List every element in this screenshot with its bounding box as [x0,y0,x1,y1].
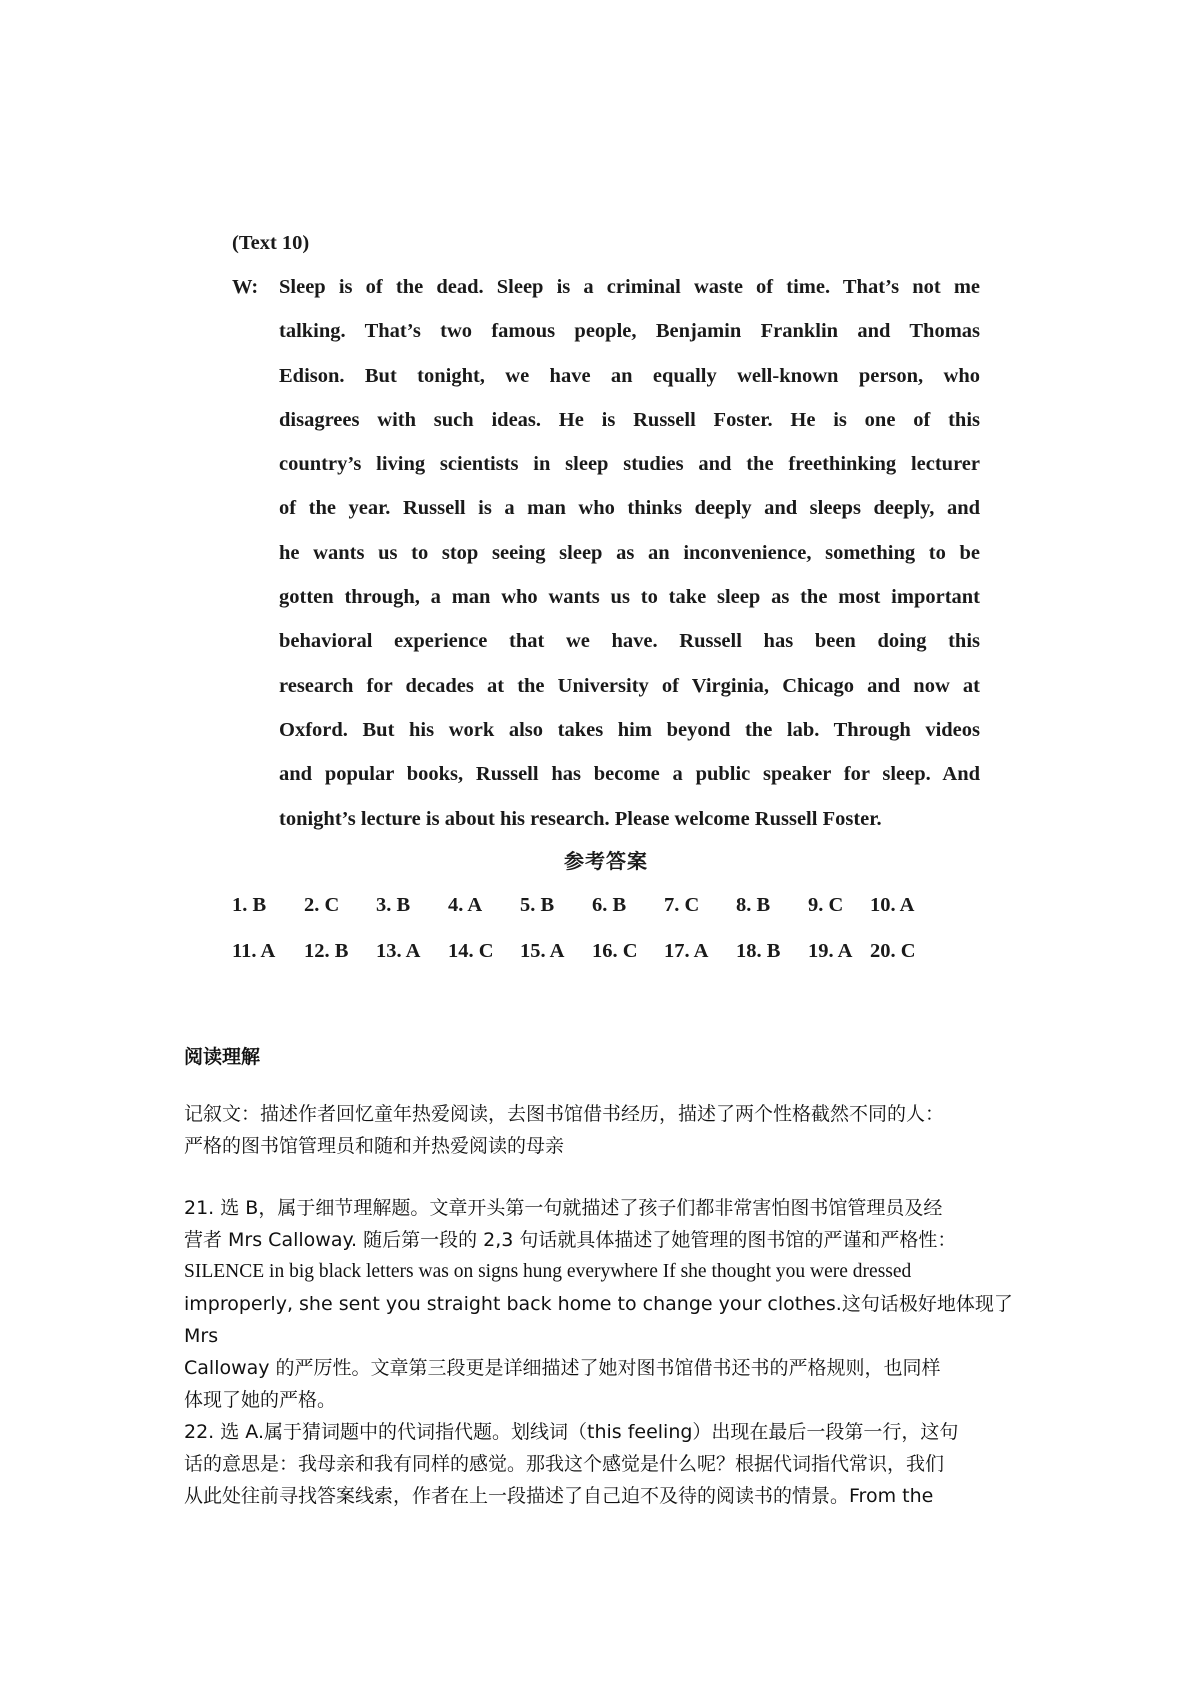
answer-item: 1. B [232,893,267,916]
question-22-explanation [184,1416,1029,1512]
explanation-line: 从此处往前寻找答案线索，作者在上一段描述了自己迫不及待的阅读书的情景。From the [184,1485,934,1507]
explanation-line: SILENCE in big black letters was on signs hung everywhere If she thought you were dressed [184,1261,912,1282]
answer-row-2 [232,929,980,973]
question-21-explanation [184,1192,1029,1416]
answer-item: 14. C [448,939,494,962]
transcript-line: country’s living scientists in sleep studies and the freethinking lecturer [279,453,980,476]
explanation-line: Calloway 的严厉性。文章第三段更是详细描述了她对图书馆借书还书的严格规则，也同样 [184,1357,941,1379]
answer-item: 4. A [448,893,483,916]
listening-transcript [232,228,980,973]
transcript-line: he wants us to stop seeing sleep as an inconvenience, something to be [279,541,980,564]
answer-item: 9. C [808,893,844,916]
answer-item: 19. A [808,939,853,962]
explanation-line: 营者 Mrs Calloway. 随后第一段的 2,3 句话就具体描述了她管理的图书馆的严谨和严格性： [184,1229,957,1251]
intro-line: 记叙文：描述作者回忆童年热爱阅读，去图书馆借书经历，描述了两个性格截然不同的人： [184,1103,945,1125]
explanation-line: 体现了她的严格。 [184,1389,337,1411]
answer-item: 10. A [870,893,915,916]
transcript-line: tonight’s lecture is about his research. Please welcome Russell Foster. [279,807,882,830]
answer-item: 20. C [870,939,916,962]
answer-item: 3. B [376,893,411,916]
explanation-line: 话的意思是：我母亲和我有同样的感觉。那我这个感觉是什么呢？根据代词指代常识，我们 [184,1453,945,1475]
answer-item: 7. C [664,893,700,916]
answer-item: 17. A [664,939,709,962]
answer-row-1 [232,883,980,927]
explanation-line: 21. 选 B，属于细节理解题。文章开头第一句就描述了孩子们都非常害怕图书馆管理员及经 [184,1197,943,1219]
transcript-line: Oxford. But his work also takes him beyond the lab. Through videos [279,718,980,741]
answer-key-title: 参考答案 [564,848,648,873]
answer-item: 12. B [304,939,349,962]
explanation-line: improperly, she sent you straight back home to change your clothes.这句话极好地体现了 Mrs [184,1293,1013,1347]
transcript-line: of the year. Russell is a man who thinks deeply and sleeps deeply, and [279,497,980,520]
reading-intro [184,1098,1029,1162]
speaker-label: W: [232,276,259,298]
answer-item: 5. B [520,893,555,916]
transcript-line: behavioral experience that we have. Russell has been doing this [279,630,980,653]
transcript-line: and popular books, Russell has become a public speaker for sleep. And [279,763,980,786]
answer-item: 15. A [520,939,565,962]
answer-item: 16. C [592,939,638,962]
transcript-line: research for decades at the University of Virginia, Chicago and now at [279,674,980,697]
transcript-line: Sleep is of the dead. Sleep is a criminal waste of time. That’s not me [279,276,980,298]
intro-line: 严格的图书馆管理员和随和并热爱阅读的母亲 [184,1135,565,1157]
answer-item: 6. B [592,893,627,916]
transcript-line: gotten through, a man who wants us to take sleep as the most important [279,586,980,609]
transcript-line: disagrees with such ideas. He is Russell Foster. He is one of this [279,408,980,431]
explanation-line: 22. 选 A.属于猜词题中的代词指代题。划线词（this feeling）出现在最后一段第一行，这句 [184,1421,959,1443]
answer-item: 11. A [232,939,276,962]
transcript-line: Edison. But tonight, we have an equally well-known person, who [279,364,980,387]
answer-item: 18. B [736,939,781,962]
answer-item: 13. A [376,939,421,962]
answer-item: 2. C [304,893,340,916]
reading-heading: 阅读理解 [184,1046,261,1068]
speech-block [232,265,980,841]
text-label: (Text 10) [232,232,310,254]
transcript-line: talking. That’s two famous people, Benjamin Franklin and Thomas [279,320,980,343]
answer-item: 8. B [736,893,771,916]
